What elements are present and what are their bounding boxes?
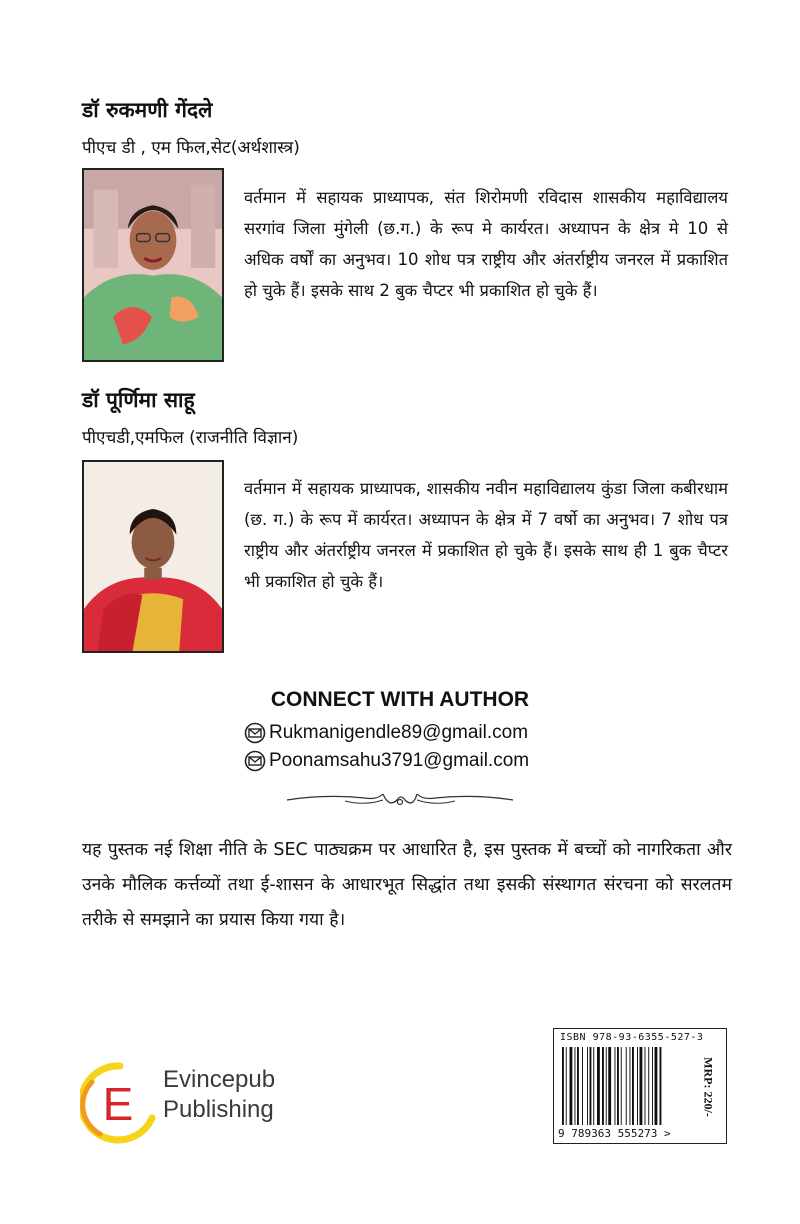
barcode-bar	[626, 1047, 627, 1125]
barcode-bar	[640, 1047, 643, 1125]
author-1-qualification: पीएच डी , एम फिल,सेट(अर्थशास्त्र)	[82, 138, 300, 158]
barcode-bar	[645, 1047, 646, 1125]
email-row-1[interactable]	[244, 722, 528, 744]
connect-title: CONNECT WITH AUTHOR	[270, 688, 530, 711]
barcode-bar	[562, 1047, 564, 1125]
barcode-bar	[593, 1047, 594, 1125]
email-link-1[interactable]: Rukmanigendle89@gmail.com	[269, 722, 529, 743]
evincepub-logo-icon	[80, 1062, 156, 1144]
ean-digits: 9 789363 555273 >	[558, 1127, 671, 1140]
barcode-bar	[590, 1047, 592, 1125]
envelope-icon	[244, 722, 266, 744]
barcode-bar	[630, 1047, 631, 1125]
isbn-barcode	[553, 1028, 727, 1144]
isbn-text: ISBN 978-93-6355-527-3	[560, 1032, 704, 1043]
barcode-bar	[648, 1047, 649, 1125]
author-1-photo	[82, 168, 224, 362]
barcode-bar	[577, 1047, 579, 1125]
barcode-bar	[617, 1047, 619, 1125]
author-2-name: डॉ पूर्णिमा साहू	[82, 388, 195, 412]
author-1-name: डॉ रुकमणी गेंदले	[82, 98, 213, 122]
barcode-bar	[621, 1047, 622, 1125]
barcode-bars	[562, 1047, 692, 1125]
barcode-bar	[615, 1047, 616, 1125]
ornamental-divider	[285, 788, 515, 812]
barcode-bar	[582, 1047, 583, 1125]
envelope-icon	[244, 750, 266, 772]
email-link-2[interactable]: Poonamsahu3791@gmail.com	[269, 750, 530, 771]
barcode-bar	[660, 1047, 662, 1125]
email-row-2[interactable]	[244, 750, 529, 772]
mrp-text: MRP: 220/-	[701, 1057, 716, 1117]
mrp-label	[699, 1037, 717, 1137]
logo-letter: E	[102, 1078, 134, 1130]
barcode-bar	[575, 1047, 576, 1125]
barcode-bar	[637, 1047, 638, 1125]
barcode-bar	[587, 1047, 588, 1125]
author-2-bio: वर्तमान में सहायक प्राध्यापक, शासकीय नवीन महाविद्यालय कुंडा जिला कबीरधाम (छ. ग.) के रूप में कार्यरत। अध्यापन के क्षेत्र में 7 वर्षो का अनुभव। 7 शोध पत्र राष्ट्रीय और अंतर्राष्ट्रीय जनरल में प्रकाशित हो चुके हैं। इसके साथ ही 1 बुक चैप्टर भी प्रकाशित हो चुके हैं।	[244, 479, 728, 591]
author-1-bio: वर्तमान में सहायक प्राध्यापक, संत शिरोमणी रविदास शासकीय महाविद्यालय सरगांव जिला मुंगेली (छ.ग.) के रूप मे कार्यरत। अध्यापन के क्षेत्र मे 10 से अधिक वर्षों का अनुभव। 10 शोध पत्र राष्ट्रीय और अंतर्राष्ट्रीय जनरल में प्रकाशित हो चुके हैं। इसके साथ 2 बुक चैप्टर भी प्रकाशित हो चुके हैं।	[244, 188, 728, 300]
publisher-name-line1: Evincepub	[163, 1066, 276, 1093]
barcode-bar	[602, 1047, 604, 1125]
author-2-photo	[82, 460, 224, 653]
book-summary: यह पुस्तक नई शिक्षा नीति के SEC पाठ्यक्रम पर आधारित है, इस पुस्तक में बच्चों को नागरिकता और उनके मौलिक कर्त्तव्यों तथा ई-शासन के आधारभूत सिद्धांत तथा इसकी संस्थागत संरचना को सरलतम तरीके से समझाने का प्रयास किया गया है।	[82, 840, 732, 930]
barcode-bar	[608, 1047, 611, 1125]
barcode-bar	[606, 1047, 607, 1125]
publisher-name-line2: Publishing	[163, 1096, 274, 1123]
barcode-bar	[570, 1047, 573, 1125]
barcode-bar	[655, 1047, 658, 1125]
barcode-bar	[652, 1047, 653, 1125]
barcode-bar	[566, 1047, 567, 1125]
barcode-bar	[632, 1047, 634, 1125]
author-2-qualification: पीएचडी,एमफिल (राजनीति विज्ञान)	[82, 428, 299, 448]
barcode-bar	[597, 1047, 600, 1125]
